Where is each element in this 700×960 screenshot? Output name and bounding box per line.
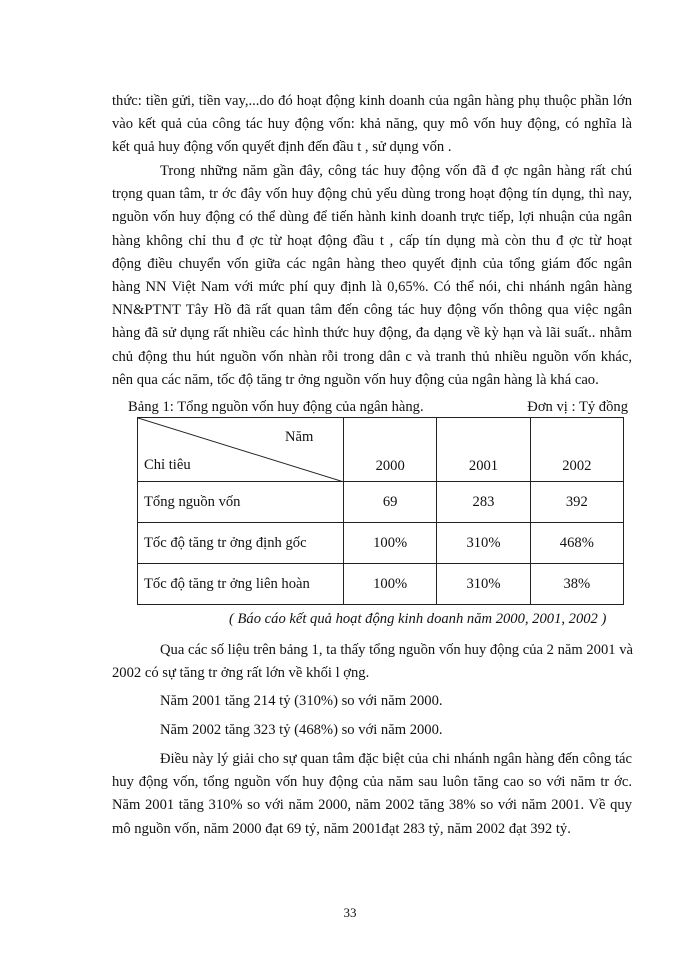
page-number: 33 [343,905,357,920]
paragraph-2002 [160,719,680,742]
text-line: NN&PTNT Tây Hồ đã rất quan tâm đến công tác huy động vốn thông qua việc ngân [112,302,632,319]
text-line: kết quả huy động vốn quyết định đến đầu t , sử dụng vốn . [112,139,452,156]
table-cell: 468% [530,523,623,564]
table-source: ( Báo cáo kết quả hoạt động kinh doanh năm 2000, 2001, 2002 ) [229,611,607,627]
header-year: 2001 [437,418,530,482]
paragraph-1 [112,90,632,160]
table-cell: 283 [437,482,530,523]
header-item-label: Chỉ tiêu [144,457,191,473]
table-title: Bảng 1: Tổng nguồn vốn huy động của ngân hàng. [128,399,424,415]
paragraph-2 [112,160,632,392]
text-line: nguồn vốn huy động có thể dùng để tiến hành kinh doanh trực tiếp, lợi nhuận của ngân [112,209,632,226]
table-cell: 310% [437,523,530,564]
header-year: 2002 [530,418,623,482]
text-line: hàng đã sử dụng rất nhiều các hình thức huy động, đa dạng về kỳ hạn và lãi suất.. nhằm [112,325,632,342]
table-row [138,564,624,605]
text-line: thức: tiền gửi, tiền vay,...do đó hoạt động kinh doanh của ngân hàng phụ thuộc phần lớn [112,93,632,109]
table-cell: 100% [344,523,437,564]
text-line: vào kết quả của công tác huy động vốn: khả năng, quy mô vốn huy động, có nghĩa là [112,116,632,133]
header-year: 2000 [344,418,437,482]
text-line: huy động vốn, tổng nguồn vốn huy động của năm sau luôn tăng cao so với năm tr ớc. [112,774,632,791]
text-line: chủ động thu hút nguồn vốn nhàn rỗi trong dân c và tranh thủ nhiều nguồn vốn khác, [112,348,632,365]
table-unit: Đơn vị : Tỷ đồng [527,399,628,415]
table-cell: 310% [437,564,530,605]
table-header-row [138,418,624,482]
text-line: Trong những năm gần đây, công tác huy động vốn đã đ ợc ngân hàng rất chú [160,163,632,179]
text-line: hàng NN Việt Nam với mức phí quy định là 0,65%. Có thể nói, chi nhánh ngân hàng [112,279,632,296]
diagonal-header-cell [138,418,344,482]
text-line: trọng quan tâm, tr ớc đây vốn huy động chủ yếu dùng trong hoạt động tín dụng, thì nay, [112,186,632,203]
paragraph-3 [112,639,632,685]
text-line: nên qua các năm, tốc độ tăng tr ởng nguồn vốn huy động của ngân hàng là khá cao. [112,371,599,388]
text-line: mô nguồn vốn, năm 2000 đạt 69 tỷ, năm 2001đạt 283 tỷ, năm 2002 đạt 392 tỷ. [112,820,571,837]
table-cell: 38% [530,564,623,605]
funding-table [137,417,624,605]
table-cell: 392 [530,482,623,523]
paragraph-2001 [160,690,680,713]
row-label: Tốc độ tăng tr ởng liên hoàn [138,564,344,605]
table-caption [128,399,628,416]
text-line: Năm 2001 tăng 310% so với năm 2000, năm 2002 tăng 38% so với năm 2001. Về quy [112,797,632,814]
row-label: Tốc độ tăng tr ởng định gốc [138,523,344,564]
text-line: Năm 2001 tăng 214 tỷ (310%) so với năm 2000. [160,693,443,709]
table-row [138,482,624,523]
header-year-label: Năm [285,429,314,445]
table-cell: 69 [344,482,437,523]
table-cell: 100% [344,564,437,605]
text-line: Năm 2002 tăng 323 tỷ (468%) so với năm 2000. [160,722,443,738]
table-row [138,523,624,564]
row-label: Tổng nguồn vốn [138,482,344,523]
text-line: Điều này lý giải cho sự quan tâm đặc biệt của chi nhánh ngân hàng đến công tác [160,751,632,767]
text-line: hàng không chỉ thu đ ợc từ hoạt động đầu t , cấp tín dụng mà còn thu đ ợc từ hoạt [112,232,632,249]
text-line: 2002 có sự tăng tr ởng rất lớn về khối l ợng. [112,665,370,682]
paragraph-4 [112,748,632,841]
text-line: Qua các số liệu trên bảng 1, ta thấy tổng nguồn vốn huy động của 2 năm 2001 và [160,642,633,658]
text-line: động điều chuyển vốn giữa các ngân hàng theo quyết định của tổng giám đốc ngân [112,255,632,272]
